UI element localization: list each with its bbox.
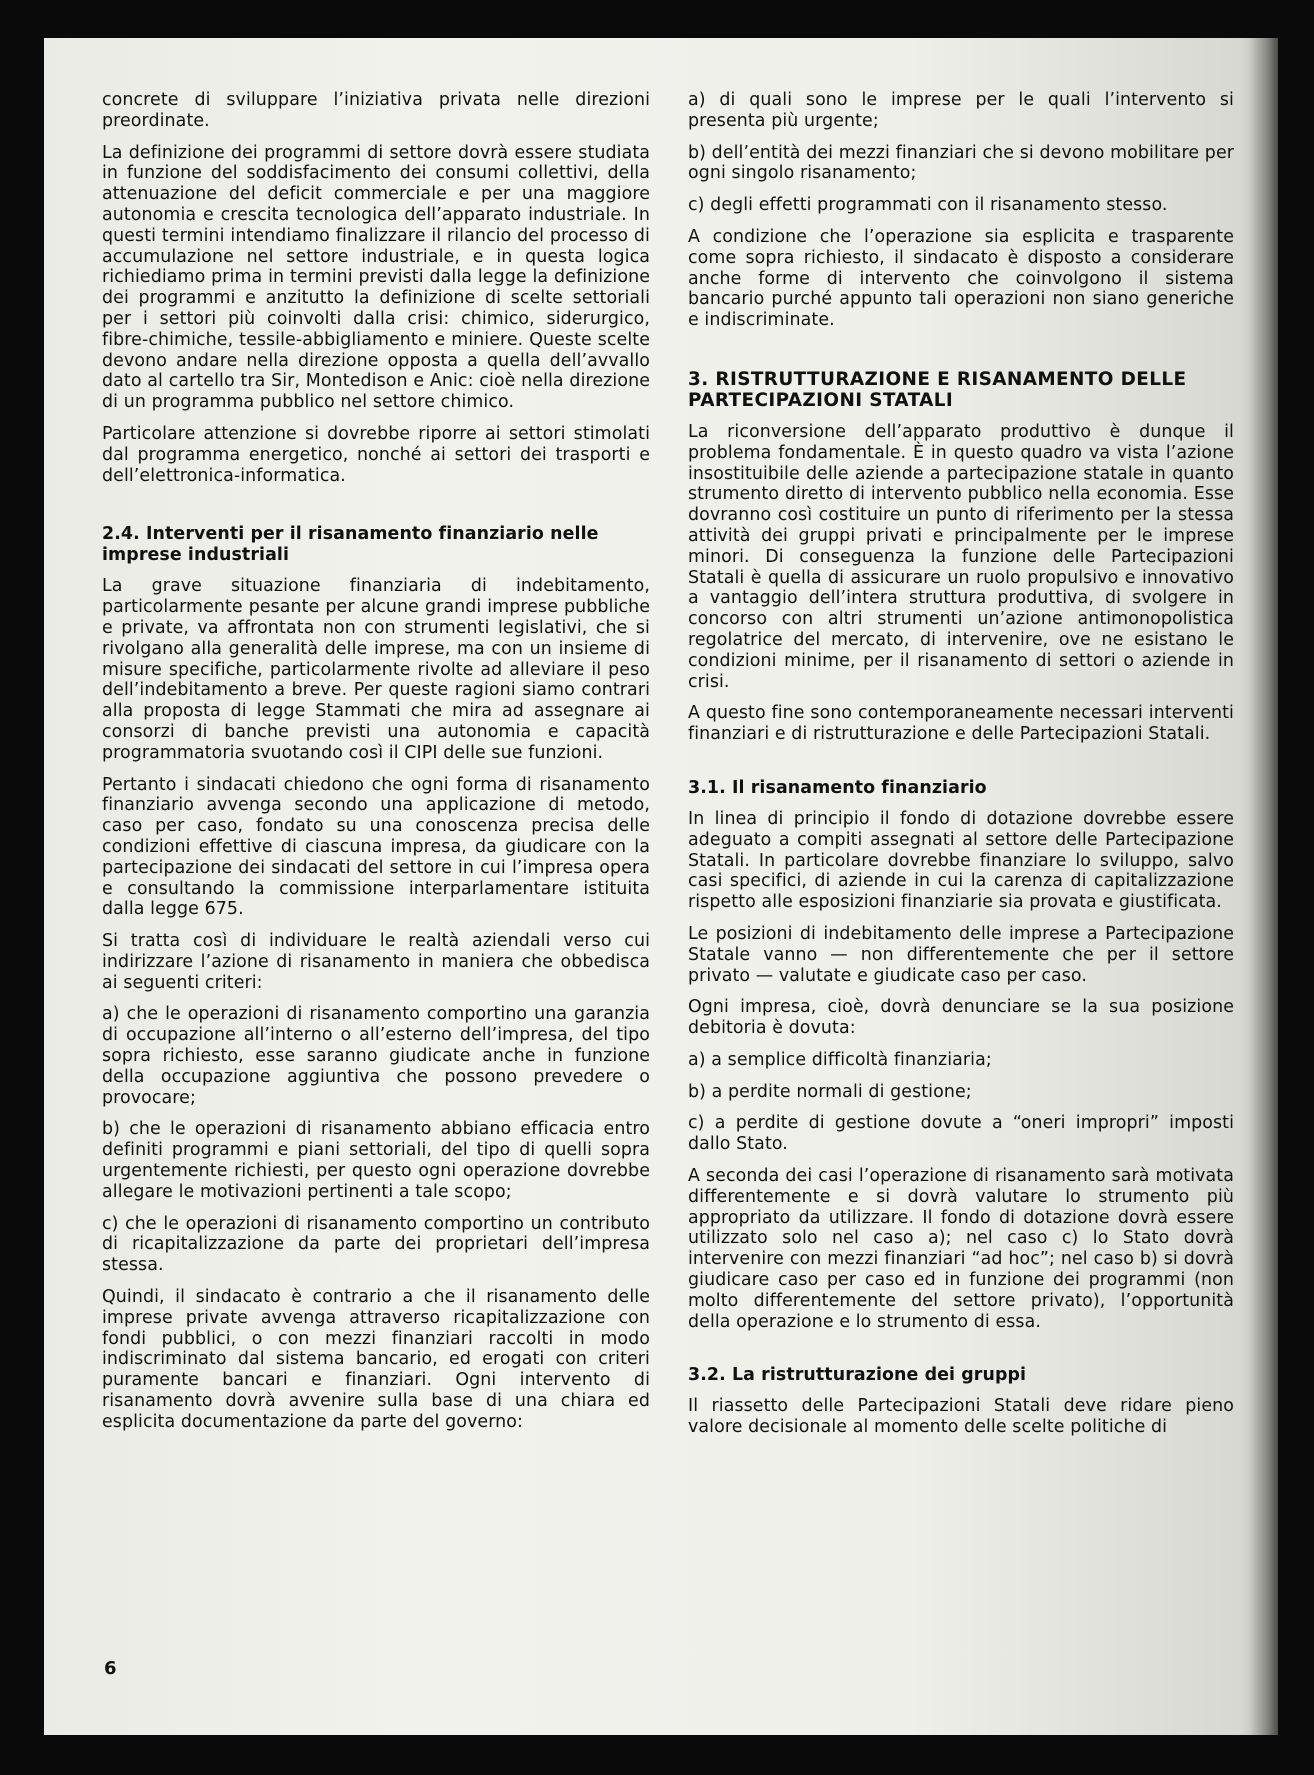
paragraph: La definizione dei programmi di settore dovrà essere studiata in funzione del soddisfacimento dei consumi collettivi, della attenuazione del deficit commerciale e per una maggiore autonomia e crescita tecnologica dell’apparato industriale. In questi termini intendiamo finalizzare il rilancio del processo di accumulazione nel settore industriale, e in questa logica richiediamo prima in termini previsti dalla legge la definizione dei programmi e anzitutto la definizione di scelte settoriali per i settori più coinvolti dalla crisi: chimico, siderurgico, fibre-chimiche, tessile-abbigliamento e miniere. Queste scelte devono andare nella direzione opposta a quella dell’avvallo dato al cartello tra Sir, Montedison e Anic: cioè nella direzione di un programma pubblico nel settore chimico. <box>102 142 650 413</box>
paragraph: A seconda dei casi l’operazione di risanamento sarà motivata differentemente e si dovrà valutare lo strumento più appropriato da utilizzare. Il fondo di dotazione dovrà essere utilizzato solo nel caso a); nel caso c) lo Stato dovrà intervenire con mezzi finanziari “ad hoc”; nel caso b) si dovrà giudicare caso per caso ed in funzione dei programmi (non molto differentemente del settore privato), l’opportunità della operazione e lo strumento di essa. <box>688 1166 1234 1332</box>
paragraph: Quindi, il sindacato è contrario a che il risanamento delle imprese private avvenga attraverso ricapitalizzazione con fondi pubblici, o con mezzi finanziari raccolti in modo indiscriminato dal sistema bancario, ed erogati con criteri puramente bancari e finanziari. Ogni intervento di risanamento dovrà avvenire sulla base di una chiara ed esplicita documentazione da parte del governo: <box>102 1287 650 1432</box>
section-heading-3: 3. RISTRUTTURAZIONE E RISANAMENTO DELLE PARTECIPAZIONI STATALI <box>688 368 1187 411</box>
scan-border-left <box>0 0 44 1775</box>
paragraph: Le posizioni di indebitamento delle imprese a Partecipazione Statale vanno — non differentemente che per il settore privato — valutate e giudicate caso per caso. <box>688 923 1234 986</box>
paragraph: Si tratta così di individuare le realtà aziendali verso cui indirizzare l’azione di risanamento in maniera che obbedisca ai seguenti criteri: <box>102 931 650 993</box>
list-item-b: b) dell’entità dei mezzi finanziari che si devono mobilitare per ogni singolo risanamento; <box>688 142 1234 184</box>
section-gap <box>102 497 650 524</box>
scan-border-bottom <box>0 1735 1314 1775</box>
list-item-a: a) di quali sono le imprese per le quali l’intervento si presenta più urgente; <box>688 90 1234 131</box>
list-item-c: c) degli effetti programmati con il risanamento stesso. <box>688 195 1168 216</box>
list-item-c: c) che le operazioni di risanamento comportino un contributo di ricapitalizzazione da parte dei proprietari dell’impresa stessa. <box>102 1213 650 1276</box>
scan-border-right <box>1278 0 1314 1775</box>
section-heading-3-2: 3.2. La ristrutturazione dei gruppi <box>688 1365 1027 1386</box>
section-gap <box>688 1343 1234 1365</box>
list-item-b: b) che le operazioni di risanamento abbiano efficacia entro definiti programmi e piani settoriali, del tipo di quelli sopra urgentemente richiesti, per questo ogni operazione dovrebbe allegare le motivazioni pertinenti a tale scopo; <box>102 1119 650 1202</box>
section-heading-2-4: 2.4. Interventi per il risanamento finanziario nelle imprese industriali <box>102 524 599 566</box>
right-column <box>688 90 1234 1449</box>
list-item-b: b) a perdite normali di gestione; <box>688 1081 972 1102</box>
page-number: 6 <box>104 1658 117 1679</box>
list-item-a: a) che le operazioni di risanamento comportino una garanzia di occupazione all’interno o all’esterno dell’impresa, del tipo sopra richiesto, esse saranno giudicate anche in funzione della occupazione aggiuntiva che possono prevedere o provocare; <box>102 1004 650 1108</box>
paragraph: Particolare attenzione si dovrebbe riporre ai settori stimolati dal programma energetico, nonché ai settori dei trasporti e dell’elettronica-informatica. <box>102 423 650 486</box>
left-column <box>102 90 650 1444</box>
list-item-c: c) a perdite di gestione dovute a “oneri impropri” imposti dallo Stato. <box>688 1113 1234 1155</box>
paragraph: Pertanto i sindacati chiedono che ogni forma di risanamento finanziario avvenga secondo una applicazione di metodo, caso per caso, fondato su una conoscenza precisa delle condizioni effettive di ciascuna impresa, da giudicare con la partecipazione dei sindacati del settore in cui l’impresa opera e consultando la commissione interparlamentare istituita dalla legge 675. <box>102 774 650 920</box>
paragraph: Ogni impresa, cioè, dovrà denunciare se la sua posizione debitoria è dovuta: <box>688 997 1234 1039</box>
binding-shadow <box>1250 38 1278 1735</box>
section-gap <box>688 342 1234 369</box>
section-gap <box>688 756 1234 778</box>
paragraph: In linea di principio il fondo di dotazione dovrebbe essere adeguato a compiti assegnati al settore delle Partecipazione Statali. In particolare dovrebbe finanziare lo sviluppo, salvo casi specifici, di aziende in cui la carenza di capitalizzazione rispetto alle esposizioni finanziarie sia provata e giustificata. <box>688 808 1234 913</box>
paragraph: Il riassetto delle Partecipazioni Statali deve ridare pieno valore decisionale al momento delle scelte politiche di <box>688 1396 1234 1438</box>
paragraph: La riconversione dell’apparato produttivo è dunque il problema fondamentale. È in questo quadro va vista l’azione insostituibile delle aziende a partecipazione statale in quanto strumento diretto di intervento pubblico nella economia. Esse dovranno così costituire un punto di riferimento per la stessa attività dei gruppi privati e principalmente per le imprese minori. Di conseguenza la funzione delle Partecipazioni Statali è quella di assicurare un ruolo propulsivo e innovativo a vantaggio dell’intera struttura produttiva, di svolgere in concorso con altri strumenti un’azione antimonopolistica regolatrice del mercato, di intervenire, ove ne esistano le condizioni minime, per il risanamento di settori o aziende in crisi. <box>688 421 1234 692</box>
paragraph: A questo fine sono contemporaneamente necessari interventi finanziari e di ristrutturazione e delle Partecipazioni Statali. <box>688 703 1234 745</box>
paragraph: A condizione che l’operazione sia esplicita e trasparente come sopra richiesto, il sindacato è disposto a considerare anche forme di intervento che coinvolgono il sistema bancario purché appunto tali operazioni non siano generiche e indiscriminate. <box>688 226 1234 331</box>
paragraph: concrete di sviluppare l’iniziativa privata nelle direzioni preordinate. <box>102 90 650 131</box>
section-heading-3-1: 3.1. Il risanamento finanziario <box>688 777 987 798</box>
list-item-a: a) a semplice difficoltà finanziaria; <box>688 1049 992 1070</box>
scan-border-top <box>0 0 1314 38</box>
paragraph: La grave situazione finanziaria di indebitamento, particolarmente pesante per alcune grandi imprese pubbliche e private, va affrontata non con strumenti legislativi, che si rivolgano alla generalità delle imprese, ma con un insieme di misure specifiche, particolarmente rivolte ad alleviare il peso dell’indebitamento a breve. Per queste ragioni siamo contrari alla proposta di legge Stammati che mira ad assegnare ai consorzi di banche previsti una autonomia e capacità programmatoria svuotando così il CIPI delle sue funzioni. <box>102 576 650 763</box>
